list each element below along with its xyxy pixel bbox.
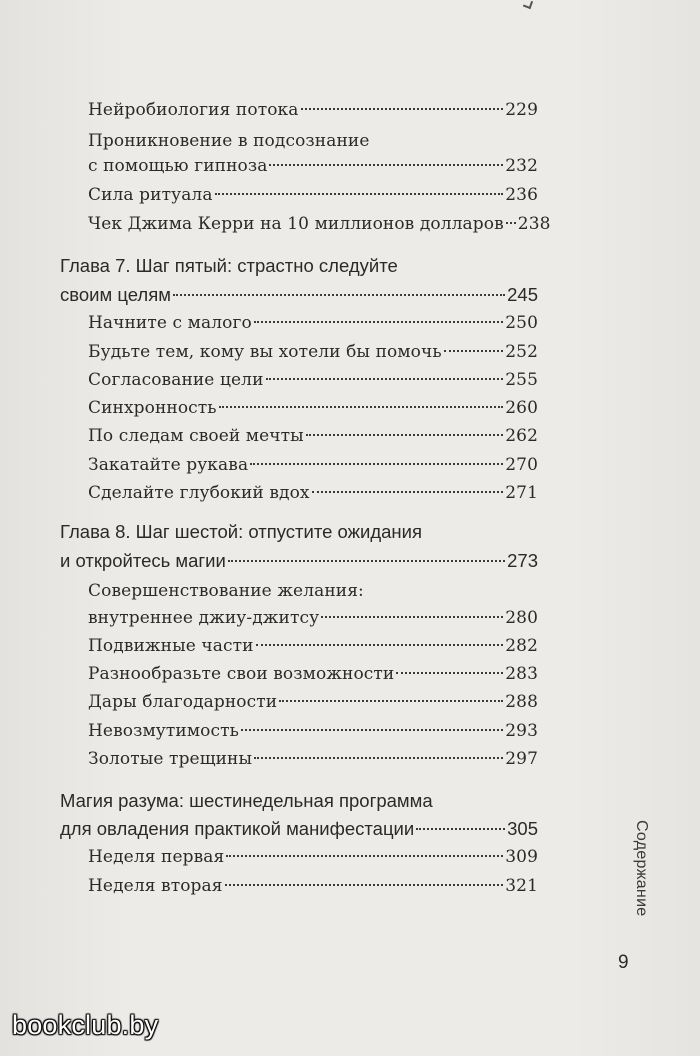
toc-entry[interactable] [88,717,538,745]
toc-entry-page: 271 [505,483,538,503]
toc-chapter[interactable] [60,518,422,546]
leader-dots [396,672,503,674]
toc-entry[interactable] [88,479,538,507]
toc-entry[interactable] [88,632,538,660]
leader-dots [256,644,504,646]
leader-dots [301,108,504,110]
toc-entry[interactable] [88,872,538,900]
leader-dots [254,757,503,759]
toc-entry-title: Будьте тем, кому вы хотели бы помочь [88,342,442,362]
toc-entry[interactable] [88,366,538,394]
toc-entry-page: 238 [517,214,551,234]
leader-dots [279,700,503,702]
leader-dots [306,434,503,436]
toc-entry-page: 282 [505,636,538,656]
leader-dots [215,193,504,195]
toc-entry[interactable] [88,127,369,155]
leader-dots [254,321,503,323]
toc-entry-title: Подвижные части [88,636,254,656]
toc-entry-title: Сила ритуала [88,185,213,205]
toc-chapter[interactable] [60,281,538,309]
leader-dots [226,855,503,857]
toc-entry-page: 293 [505,721,538,741]
toc-chapter-title: Магия разума: шестинедельная программа [60,790,433,811]
leader-dots [269,164,503,166]
leader-dots [444,350,504,352]
toc-entry[interactable] [88,422,538,450]
toc-entry-title: Разнообразьте свои возможности [88,664,395,684]
leader-dots [312,491,504,493]
toc-entry[interactable] [88,688,538,716]
toc-entry-page: 309 [505,847,538,867]
toc-entry-title: Начните с малого [88,313,252,333]
leader-dots [228,560,505,562]
leader-dots [250,463,503,465]
toc-entry[interactable] [88,843,538,871]
leader-dots [321,616,503,618]
leader-dots [266,378,504,380]
leader-dots [225,884,504,886]
toc-entry-title: Сделайте глубокий вдох [88,483,310,503]
toc-chapter-page: 273 [507,550,538,571]
toc-entry[interactable] [88,451,538,479]
toc-entry[interactable] [88,604,538,632]
toc-entry[interactable] [88,210,551,238]
toc-entry-title: внутреннее джиу-джитсу [88,608,320,628]
toc-entry-page: 252 [505,342,538,362]
toc-entry-page: 255 [505,370,538,390]
toc-entry[interactable] [88,577,364,605]
leader-dots [173,294,505,296]
leader-dots [416,828,505,830]
leader-dots [506,222,516,224]
toc-chapter-title: своим целям [60,284,171,305]
toc-entry[interactable] [88,660,538,688]
toc-entry[interactable] [88,394,538,422]
toc-chapter[interactable] [60,815,538,843]
toc-entry-title: Золотые трещины [88,749,253,769]
toc-entry-page: 297 [505,749,538,769]
watermark: bookclub.by [12,1010,159,1040]
toc-entry-title: Синхронность [88,398,217,418]
toc-chapter[interactable] [60,252,398,280]
toc-entry-page: 262 [505,426,538,446]
toc-entry[interactable] [88,745,538,773]
toc-entry-title: Чек Джима Керри на 10 миллионов долларов [88,214,504,234]
toc-chapter-page: 305 [507,818,538,839]
toc-entry-title: с помощью гипноза [88,156,268,176]
toc-entry-page: 250 [505,313,538,333]
toc-entry-title: Невозмутимость [88,721,239,741]
leader-dots [241,729,503,731]
toc-chapter-title: Глава 8. Шаг шестой: отпустите ожидания [60,521,422,542]
toc-entry-page: 321 [505,876,538,896]
toc-entry-title: Дары благодарности [88,692,278,712]
toc-entry-page: 288 [505,692,538,712]
toc-entry[interactable] [88,181,538,209]
toc-entry-title: Проникновение в подсознание [88,131,370,151]
toc-entry-page: 283 [505,664,538,684]
toc-chapter-title: Глава 7. Шаг пятый: страстно следуйте [60,255,398,276]
toc-entry-page: 229 [505,100,538,120]
toc-entry[interactable] [88,338,538,366]
toc-entry-title: Закатайте рукава [88,455,249,475]
toc-entry-title: По следам своей мечты [88,426,304,446]
toc-entry-page: 232 [505,156,538,176]
toc-entry-title: Совершенствование желания: [88,581,364,601]
toc-entry-title: Нейробиология потока [88,100,299,120]
running-header-vertical: Содержание [633,820,650,917]
toc-chapter[interactable] [60,547,538,575]
toc-entry-page: 280 [505,608,538,628]
toc-chapter-title: и откройтесь магии [60,550,226,571]
toc-entry-title: Согласование цели [88,370,264,390]
toc-entry-page: 270 [505,455,538,475]
toc-entry[interactable] [88,152,538,180]
toc-entry[interactable] [88,96,538,124]
toc-entry-page: 236 [505,185,538,205]
toc-chapter-title: для овладения практикой манифестации [60,818,415,839]
toc-entry-title: Неделя вторая [88,876,223,896]
toc-entry-page: 260 [505,398,538,418]
toc-entry-title: Неделя первая [88,847,225,867]
toc-chapter[interactable] [60,787,433,815]
toc-chapter-page: 245 [507,284,538,305]
toc-entry[interactable] [88,309,538,337]
leader-dots [219,406,504,408]
page-number: 9 [618,952,629,973]
